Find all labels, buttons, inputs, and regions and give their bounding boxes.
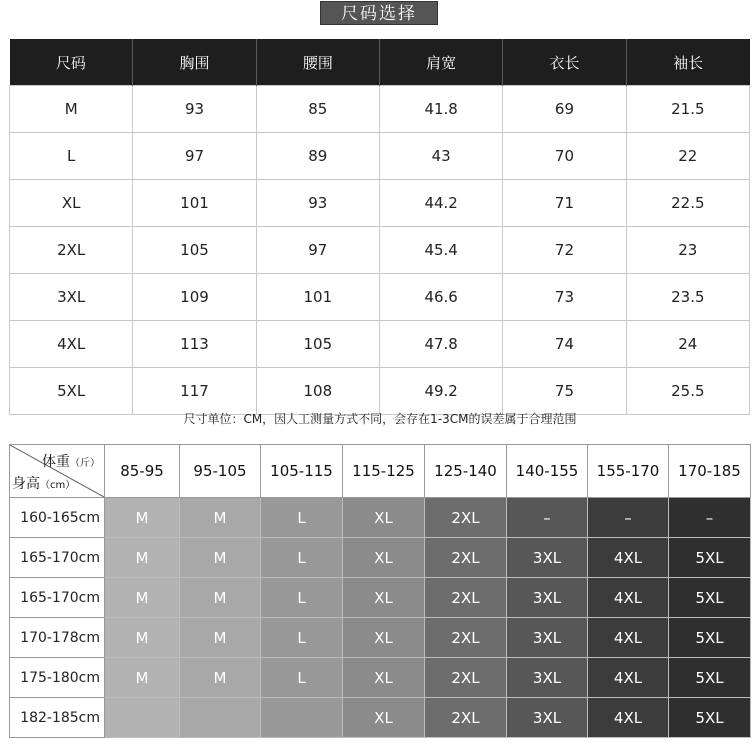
table-cell: 97: [256, 227, 379, 274]
height-unit: （cm）: [40, 480, 76, 491]
weight-range-header: 115-125: [343, 445, 425, 498]
table-cell: 21.5: [626, 86, 749, 133]
recommended-size-cell: –: [669, 498, 751, 538]
recommended-size-cell: 3XL: [507, 618, 588, 658]
recommended-size-cell: [105, 698, 180, 738]
recommended-size-cell: M: [105, 498, 180, 538]
recommended-size-cell: M: [105, 538, 180, 578]
recommended-size-cell: 4XL: [588, 658, 669, 698]
recommended-size-cell: 4XL: [588, 618, 669, 658]
header-shoulder: 肩宽: [379, 39, 502, 86]
table-cell: 108: [256, 368, 379, 415]
weight-range-header: 170-185: [669, 445, 751, 498]
table-cell: 97: [133, 133, 256, 180]
table-row: [10, 698, 751, 738]
title-area: [0, 0, 752, 28]
table-cell: 43: [379, 133, 502, 180]
table-cell: 2XL: [10, 227, 133, 274]
height-label: 身高: [12, 476, 40, 492]
height-axis-label: [12, 473, 75, 493]
table-cell: L: [10, 133, 133, 180]
height-range-label: 170-178cm: [10, 618, 105, 658]
table-row: [10, 133, 750, 180]
table-cell: 24: [626, 321, 749, 368]
recommended-size-cell: L: [261, 578, 343, 618]
table-cell: 93: [256, 180, 379, 227]
weight-range-header: 140-155: [507, 445, 588, 498]
table-cell: 25.5: [626, 368, 749, 415]
recommended-size-cell: 3XL: [507, 578, 588, 618]
table-cell: 69: [503, 86, 626, 133]
size-chart-body: [10, 86, 750, 415]
weight-range-header: 125-140: [425, 445, 507, 498]
recommended-size-cell: 2XL: [425, 498, 507, 538]
recommended-size-cell: 5XL: [669, 578, 751, 618]
recommended-size-cell: XL: [343, 658, 425, 698]
height-range-label: 182-185cm: [10, 698, 105, 738]
recommended-size-cell: XL: [343, 698, 425, 738]
recommended-size-cell: 3XL: [507, 538, 588, 578]
weight-axis-label: [42, 451, 100, 471]
table-row: [10, 227, 750, 274]
table-row: [10, 180, 750, 227]
weight-range-header: 85-95: [105, 445, 180, 498]
header-chest: 胸围: [133, 39, 256, 86]
table-cell: M: [10, 86, 133, 133]
recommended-size-cell: 4XL: [588, 578, 669, 618]
recommendation-header-row: [10, 445, 751, 498]
recommended-size-cell: 5XL: [669, 618, 751, 658]
table-cell: 113: [133, 321, 256, 368]
header-length: 衣长: [503, 39, 626, 86]
recommended-size-cell: M: [180, 618, 261, 658]
table-cell: 70: [503, 133, 626, 180]
table-row: [10, 538, 751, 578]
table-cell: 72: [503, 227, 626, 274]
recommended-size-cell: L: [261, 538, 343, 578]
recommended-size-cell: 3XL: [507, 658, 588, 698]
recommendation-body: [10, 498, 751, 738]
table-cell: XL: [10, 180, 133, 227]
measurement-note: 尺寸单位：CM，因人工测量方式不同，会存在1-3CM的误差属于合理范围: [183, 412, 577, 426]
table-cell: 44.2: [379, 180, 502, 227]
weight-unit: （斤）: [70, 458, 100, 469]
recommended-size-cell: M: [105, 578, 180, 618]
table-cell: 105: [133, 227, 256, 274]
recommended-size-cell: XL: [343, 578, 425, 618]
recommended-size-cell: 5XL: [669, 698, 751, 738]
recommended-size-cell: [261, 698, 343, 738]
table-row: [10, 498, 751, 538]
weight-label: 体重: [42, 454, 70, 470]
table-cell: 93: [133, 86, 256, 133]
height-range-label: 160-165cm: [10, 498, 105, 538]
table-cell: 45.4: [379, 227, 502, 274]
size-recommendation-table: [9, 444, 751, 738]
table-cell: 74: [503, 321, 626, 368]
table-cell: 22: [626, 133, 749, 180]
recommended-size-cell: XL: [343, 498, 425, 538]
recommended-size-cell: XL: [343, 618, 425, 658]
table-cell: 3XL: [10, 274, 133, 321]
recommended-size-cell: 2XL: [425, 698, 507, 738]
recommended-size-cell: L: [261, 658, 343, 698]
table-cell: 23: [626, 227, 749, 274]
recommended-size-cell: L: [261, 618, 343, 658]
table-row: [10, 618, 751, 658]
table-cell: 117: [133, 368, 256, 415]
height-range-label: 165-170cm: [10, 578, 105, 618]
page-title: 尺码选择: [320, 1, 438, 25]
table-cell: 101: [256, 274, 379, 321]
table-cell: 101: [133, 180, 256, 227]
recommended-size-cell: 4XL: [588, 698, 669, 738]
table-cell: 89: [256, 133, 379, 180]
table-row: [10, 274, 750, 321]
header-sleeve: 袖长: [626, 39, 749, 86]
header-size: 尺码: [10, 39, 133, 86]
recommended-size-cell: 5XL: [669, 658, 751, 698]
table-cell: 22.5: [626, 180, 749, 227]
recommended-size-cell: 3XL: [507, 698, 588, 738]
recommended-size-cell: [180, 698, 261, 738]
table-cell: 23.5: [626, 274, 749, 321]
table-cell: 105: [256, 321, 379, 368]
recommended-size-cell: XL: [343, 538, 425, 578]
size-chart-table: [9, 39, 750, 415]
table-row: [10, 578, 751, 618]
weight-range-header: 155-170: [588, 445, 669, 498]
corner-cell: [10, 445, 105, 498]
recommended-size-cell: M: [180, 658, 261, 698]
table-row: [10, 368, 750, 415]
recommended-size-cell: L: [261, 498, 343, 538]
table-cell: 73: [503, 274, 626, 321]
table-row: [10, 658, 751, 698]
recommended-size-cell: –: [588, 498, 669, 538]
weight-range-header: 105-115: [261, 445, 343, 498]
table-cell: 46.6: [379, 274, 502, 321]
table-cell: 5XL: [10, 368, 133, 415]
table-cell: 4XL: [10, 321, 133, 368]
table-cell: 41.8: [379, 86, 502, 133]
recommended-size-cell: 2XL: [425, 658, 507, 698]
table-cell: 75: [503, 368, 626, 415]
table-cell: 71: [503, 180, 626, 227]
table-row: [10, 321, 750, 368]
table-cell: 49.2: [379, 368, 502, 415]
table-cell: 85: [256, 86, 379, 133]
size-chart-header-row: [10, 39, 750, 86]
weight-range-header: 95-105: [180, 445, 261, 498]
header-waist: 腰围: [256, 39, 379, 86]
recommended-size-cell: M: [180, 578, 261, 618]
recommended-size-cell: 5XL: [669, 538, 751, 578]
table-row: [10, 86, 750, 133]
recommended-size-cell: M: [180, 498, 261, 538]
recommended-size-cell: M: [105, 658, 180, 698]
height-range-label: 165-170cm: [10, 538, 105, 578]
recommended-size-cell: M: [105, 618, 180, 658]
recommended-size-cell: 4XL: [588, 538, 669, 578]
height-range-label: 175-180cm: [10, 658, 105, 698]
recommended-size-cell: –: [507, 498, 588, 538]
table-cell: 47.8: [379, 321, 502, 368]
recommended-size-cell: 2XL: [425, 618, 507, 658]
recommended-size-cell: 2XL: [425, 578, 507, 618]
recommended-size-cell: M: [180, 538, 261, 578]
recommended-size-cell: 2XL: [425, 538, 507, 578]
table-cell: 109: [133, 274, 256, 321]
